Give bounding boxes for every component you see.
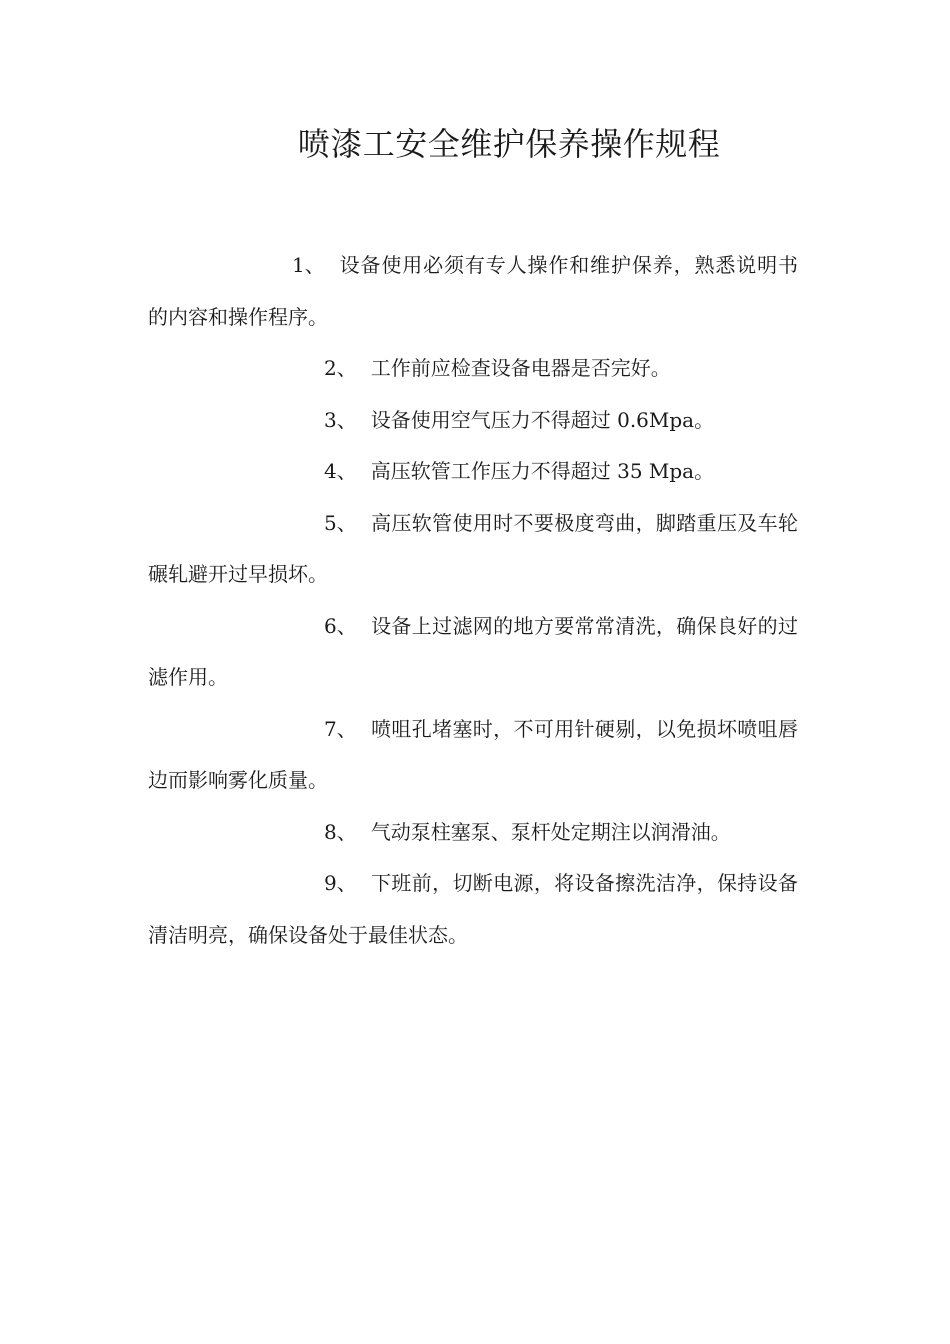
- item-number: 8、: [324, 819, 357, 844]
- item-text: 高压软管使用时不要极度弯曲，脚踏重压及车轮碾轧避开过早损坏。: [148, 510, 798, 586]
- item-number: 5、: [324, 510, 357, 535]
- list-item: [148, 343, 798, 395]
- item-text: 下班前，切断电源，将设备擦洗洁净，保持设备清洁明亮，确保设备处于最佳状态。: [148, 871, 798, 947]
- item-number: 1、: [292, 253, 325, 277]
- item-number: 9、: [324, 871, 357, 895]
- item-text: 设备上过滤网的地方要常常清洗，确保良好的过滤作用。: [148, 613, 798, 689]
- list-item: [148, 858, 798, 961]
- list-item: [148, 704, 798, 807]
- item-number: 3、: [324, 407, 357, 432]
- list-item: [148, 601, 798, 704]
- item-text: 气动泵柱塞泵、泵杆处定期注以润滑油。: [370, 819, 731, 844]
- list-item: [148, 807, 798, 859]
- list-item: [148, 446, 798, 498]
- list-item: [148, 395, 798, 447]
- item-text: 喷咀孔堵塞时，不可用针硬剔，以免损坏喷咀唇边而影响雾化质量。: [148, 716, 798, 792]
- item-number: 7、: [324, 716, 357, 741]
- list-item: [148, 240, 798, 343]
- item-text: 设备使用空气压力不得超过 0.6Mpa。: [370, 407, 715, 432]
- item-number: 4、: [324, 459, 357, 483]
- item-number: 2、: [324, 356, 357, 380]
- list-item: [148, 498, 798, 601]
- item-text: 设备使用必须有专人操作和维护保养，熟悉说明书的内容和操作程序。: [148, 253, 798, 329]
- document-body: [148, 240, 798, 961]
- document-title: 喷漆工安全维护保养操作规程: [297, 125, 721, 163]
- item-number: 6、: [324, 613, 357, 638]
- item-text: 工作前应检查设备电器是否完好。: [370, 356, 671, 380]
- item-text: 高压软管工作压力不得超过 35 Mpa。: [370, 459, 715, 483]
